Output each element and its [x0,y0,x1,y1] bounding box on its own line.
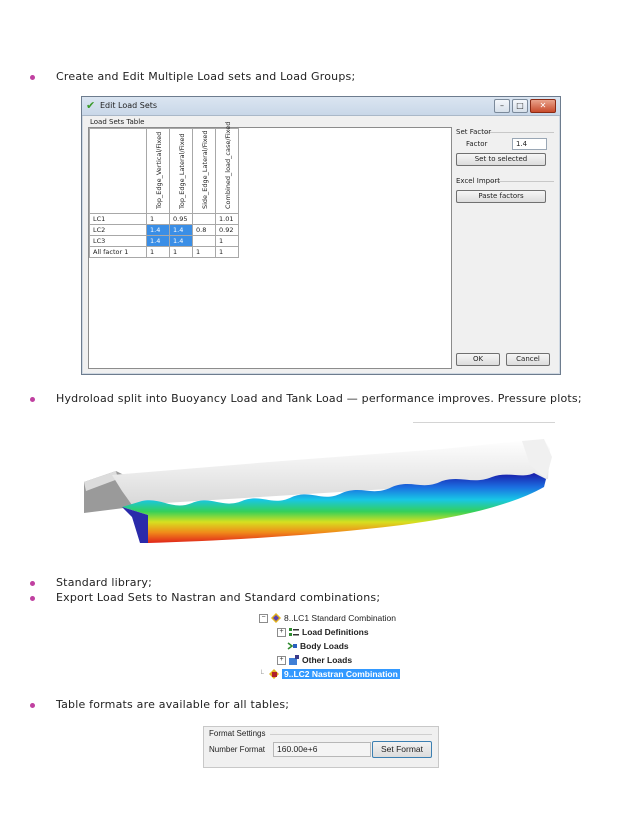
factor-input[interactable]: 1.4 [512,138,547,150]
tree-node-selected[interactable]: └ 9..LC2 Nastran Combination [259,669,398,679]
column-header[interactable]: Top_Edge_Lateral/Fixed [170,129,193,214]
excel-import-label: Excel Import [456,177,500,185]
bullet-dot [30,581,35,586]
tree-item-label: 9..LC2 Nastran Combination [284,669,398,679]
bullet-item [30,392,582,405]
table-row[interactable] [90,214,239,225]
load-sets-table-label: Load Sets Table [90,118,145,126]
dialog-title-bar [82,97,560,116]
window-controls [494,99,556,113]
column-header[interactable]: Side_Edge_Lateral/Fixed [193,129,216,214]
paste-factors-button[interactable]: Paste factors [456,190,546,203]
bullet-dot [30,703,35,708]
bullet-text: Export Load Sets to Nastran and Standard combinations; [56,591,381,604]
tree-item-label: 8..LC1 Standard Combination [284,613,396,623]
divider [413,422,555,423]
tree-item-label: Load Definitions [302,627,369,637]
set-format-button[interactable]: Set Format [372,741,432,758]
table-cell[interactable]: 0.8 [193,225,216,236]
collapse-icon[interactable]: − [259,614,268,623]
excel-import-group [454,177,554,207]
close-button[interactable]: ✕ [530,99,556,113]
bullet-text: Table formats are available for all tables; [56,698,290,711]
table-cell[interactable] [193,236,216,247]
combination-icon [271,613,281,623]
dialog-title: Edit Load Sets [100,101,158,110]
format-settings-title: Format Settings [209,729,266,738]
checkmark-icon: ✔ [86,99,96,112]
table-cell[interactable]: 0.95 [170,214,193,225]
bullet-item [30,591,380,604]
bullet-dot [30,596,35,601]
set-to-selected-button[interactable]: Set to selected [456,153,546,166]
row-header[interactable]: All factor 1 [90,247,147,258]
table-cell[interactable]: 1 [147,247,170,258]
bullet-dot [30,75,35,80]
table-cell[interactable]: 1 [216,236,239,247]
tree-node[interactable] [277,655,352,665]
table-row[interactable] [90,236,239,247]
table-cell-selected[interactable]: 1.4 [170,236,193,247]
table-cell[interactable]: 1 [216,247,239,258]
tree-item-label: Body Loads [300,641,349,651]
hull-pressure-plot [82,435,554,545]
tree-node[interactable] [277,627,369,637]
tree-node[interactable] [287,641,349,651]
number-format-input[interactable]: 160.00e+6 [273,742,371,757]
table-cell[interactable]: 0.92 [216,225,239,236]
set-factor-label: Set Factor [456,128,492,136]
table-row[interactable] [90,225,239,236]
column-header[interactable]: Top_Edge_Vertical/Fixed [147,129,170,214]
edit-load-sets-dialog [81,96,561,375]
table-cell[interactable]: 1 [170,247,193,258]
table-cell-selected[interactable]: 1.4 [147,236,170,247]
table-cell[interactable]: 1.01 [216,214,239,225]
bullet-item [30,70,355,83]
bullet-dot [30,397,35,402]
bullet-text: Hydroload split into Buoyancy Load and Tank Load — performance improves. Pressure plots; [56,392,582,405]
set-factor-group [454,128,554,168]
body-loads-icon [287,641,297,651]
expand-icon[interactable]: + [277,656,286,665]
tree-node[interactable] [259,613,396,623]
maximize-button[interactable]: □ [512,99,528,113]
column-header[interactable]: Combined_load_case/Fixed [216,129,239,214]
load-combination-tree [259,611,419,685]
row-header[interactable]: LC1 [90,214,147,225]
tree-item-label: Other Loads [302,655,353,665]
table-cell[interactable]: 1 [193,247,216,258]
table-cell[interactable]: 1 [147,214,170,225]
bullet-item [30,698,289,711]
table-cell[interactable] [193,214,216,225]
bullet-text: Standard library; [56,576,153,589]
expand-icon[interactable]: + [277,628,286,637]
table-row[interactable] [90,247,239,258]
table-cell-selected[interactable]: 1.4 [147,225,170,236]
load-definitions-icon [289,627,299,637]
factor-label: Factor [466,140,488,148]
nastran-combination-icon [269,669,279,679]
other-loads-icon [289,655,299,665]
row-header[interactable]: LC2 [90,225,147,236]
number-format-label: Number Format [209,745,266,754]
ok-button[interactable]: OK [456,353,500,366]
minimize-button[interactable]: – [494,99,510,113]
bullet-text: Create and Edit Multiple Load sets and Load Groups; [56,70,356,83]
bullet-item [30,576,152,589]
row-header[interactable]: LC3 [90,236,147,247]
cancel-button[interactable]: Cancel [506,353,550,366]
table-corner [90,129,147,214]
format-settings-panel [203,726,439,768]
table-cell-selected[interactable]: 1.4 [170,225,193,236]
